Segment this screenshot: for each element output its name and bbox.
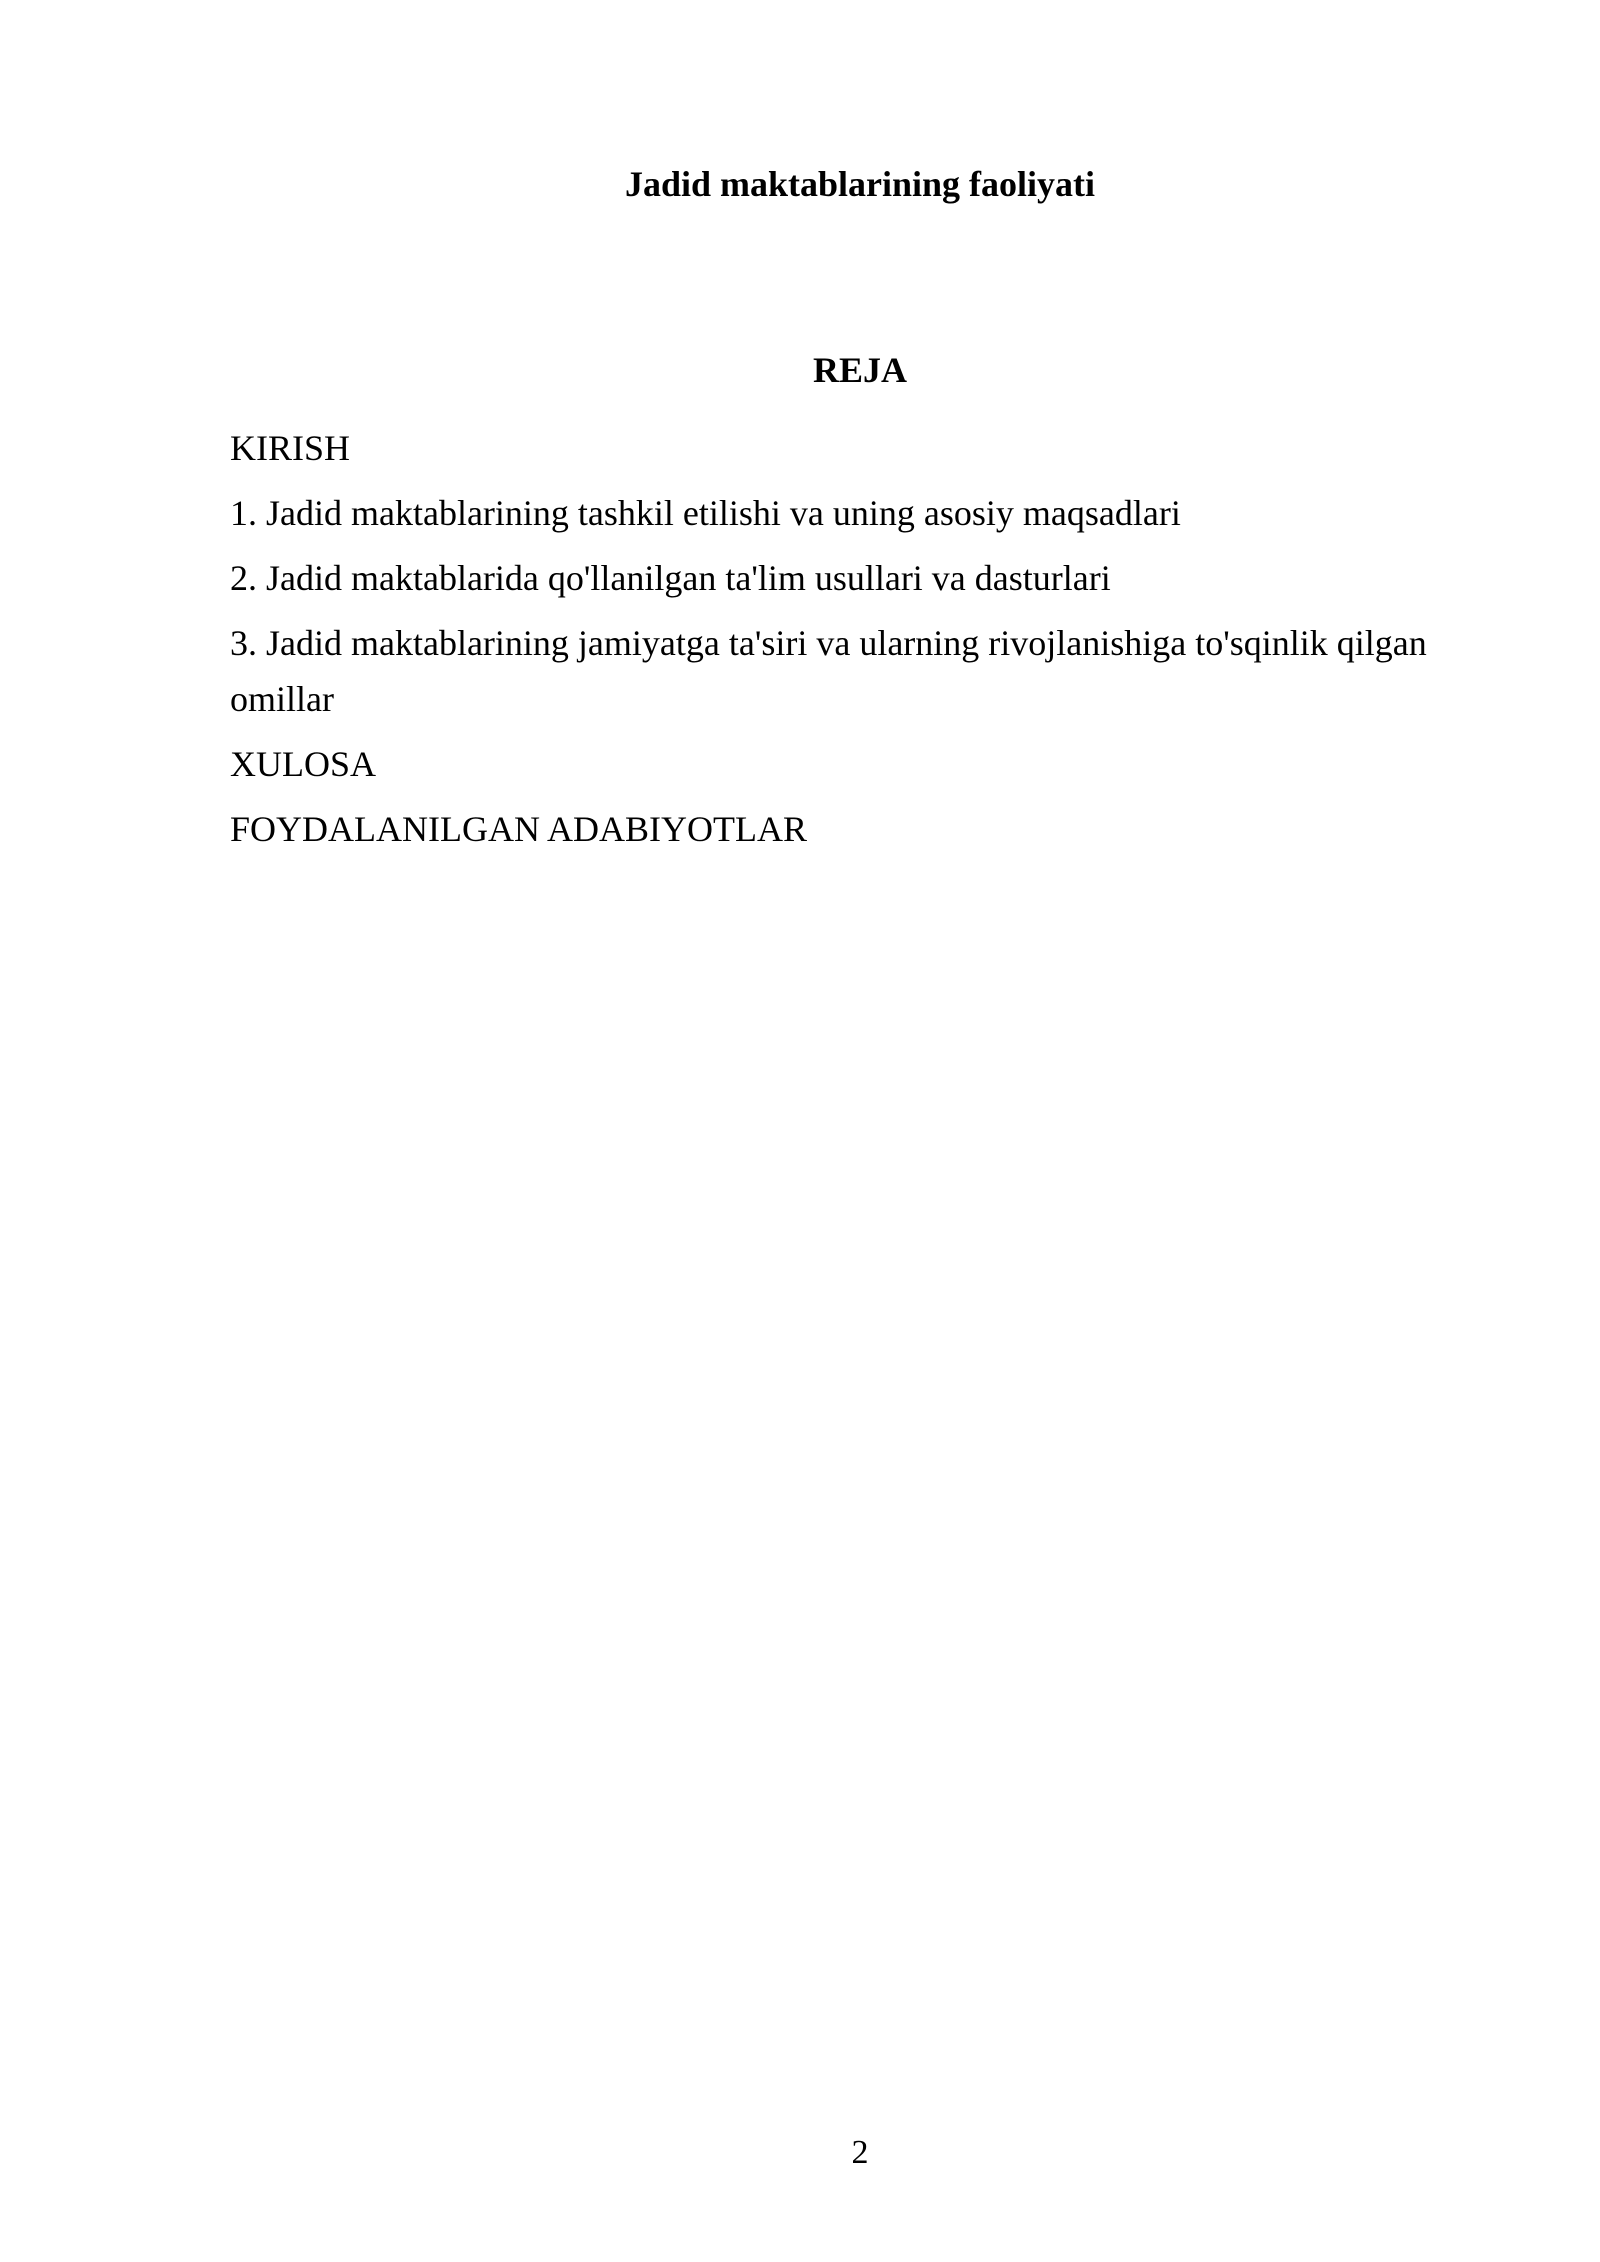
plan-item-references: FOYDALANILGAN ADABIYOTLAR — [230, 809, 807, 849]
page-number: 2 — [851, 2134, 869, 2171]
plan-item-introduction: KIRISH — [230, 428, 351, 468]
document-title: Jadid maktablarining faoliyati — [624, 164, 1096, 204]
plan-item-2: 2. Jadid maktablarida qo'llanilgan ta'lim usullari va dasturlari — [230, 558, 1111, 598]
plan-item-conclusion: XULOSA — [230, 744, 377, 784]
plan-list — [230, 420, 1500, 866]
plan-item-3: 3. Jadid maktablarining jamiyatga ta'siri va ularning rivojlanishiga to'sqinlik qilgan omillar — [230, 623, 1427, 719]
plan-heading: REJA — [812, 350, 907, 390]
plan-item-1: 1. Jadid maktablarining tashkil etilishi va uning asosiy maqsadlari — [230, 493, 1181, 533]
